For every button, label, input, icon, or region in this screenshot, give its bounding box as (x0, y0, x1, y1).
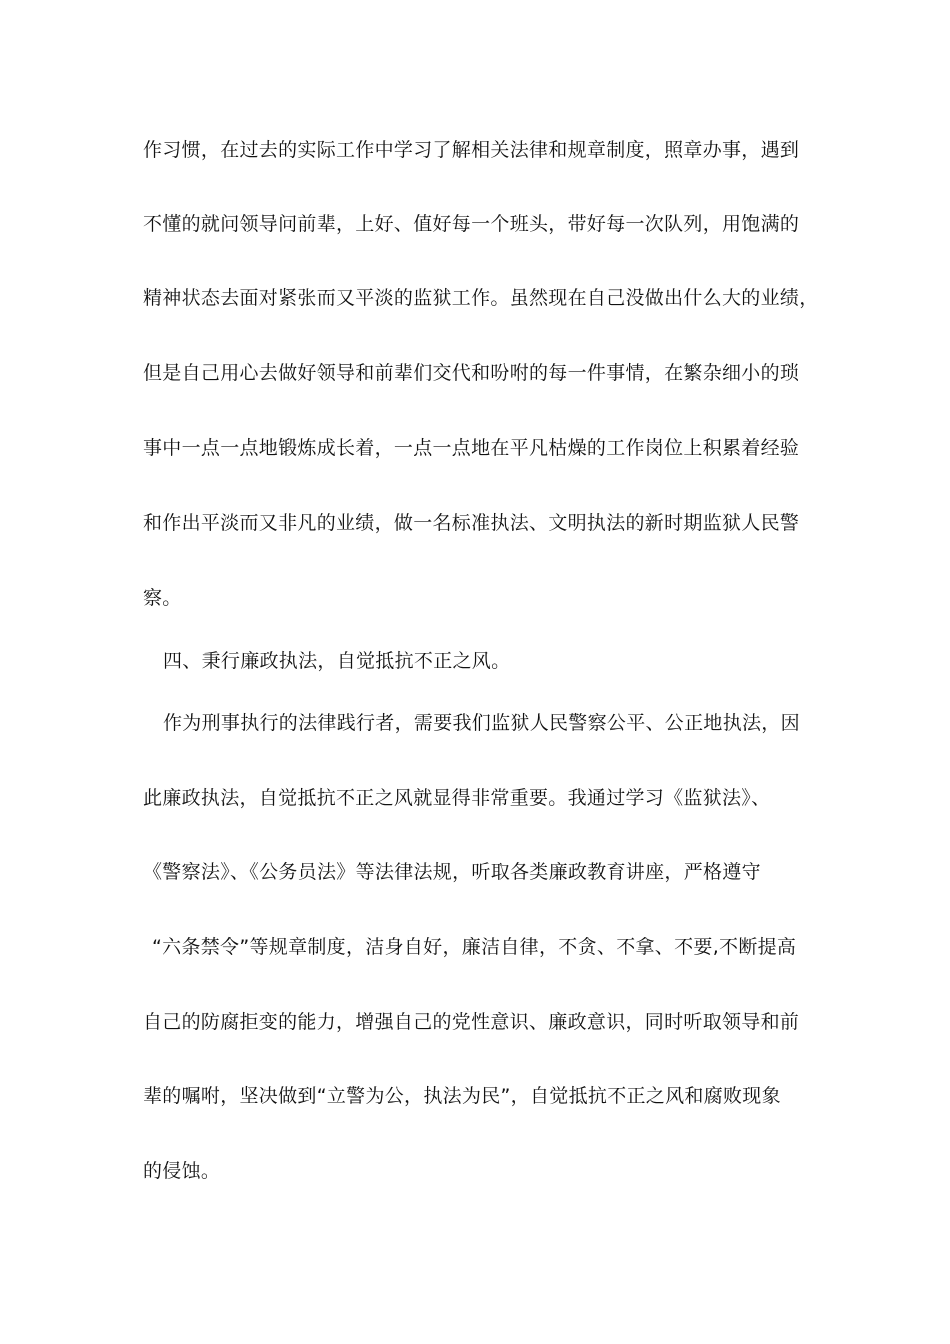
section-heading: 四、秉行廉政执法，自觉抵抗不正之风。 (163, 650, 511, 672)
paragraph-line: 《警察法》、《公务员法》等法律法规，听取各类廉政教育讲座，严格遵守 (143, 861, 761, 883)
paragraph-line: 自己的防腐拒变的能力，增强自己的党性意识、廉政意识，同时听取领导和前 (143, 1011, 800, 1033)
paragraph-line: 辈的嘱咐，坚决做到“立警为公，执法为民”，自觉抵抗不正之风和腐败现象 (143, 1085, 781, 1107)
paragraph-line: 精神状态去面对紧张而又平淡的监狱工作。虽然现在自己没做出什么大的业绩， (143, 287, 819, 309)
paragraph-line: 的侵蚀。 (143, 1160, 221, 1182)
paragraph-line: 和作出平淡而又非凡的业绩，做一名标准执法、文明执法的新时期监狱人民警 (143, 512, 800, 534)
paragraph-line: 作习惯，在过去的实际工作中学习了解相关法律和规章制度，照章办事，遇到 (143, 139, 800, 161)
paragraph-line: “六条禁令”等规章制度，洁身自好，廉洁自律，不贪、不拿、不要,不断提高 (152, 936, 797, 958)
paragraph-line: 不懂的就问领导问前辈，上好、值好每一个班头，带好每一次队列，用饱满的 (143, 213, 800, 235)
paragraph-line: 作为刑事执行的法律践行者，需要我们监狱人民警察公平、公正地执法，因 (163, 712, 800, 734)
paragraph-line: 察。 (143, 587, 182, 609)
paragraph-line: 事中一点一点地锻炼成长着，一点一点地在平凡枯燥的工作岗位上积累着经验 (143, 437, 800, 459)
paragraph-line: 此廉政执法，自觉抵抗不正之风就显得非常重要。我通过学习《监狱法》、 (143, 787, 771, 809)
paragraph-line: 但是自己用心去做好领导和前辈们交代和吩咐的每一件事情，在繁杂细小的琐 (143, 362, 800, 384)
